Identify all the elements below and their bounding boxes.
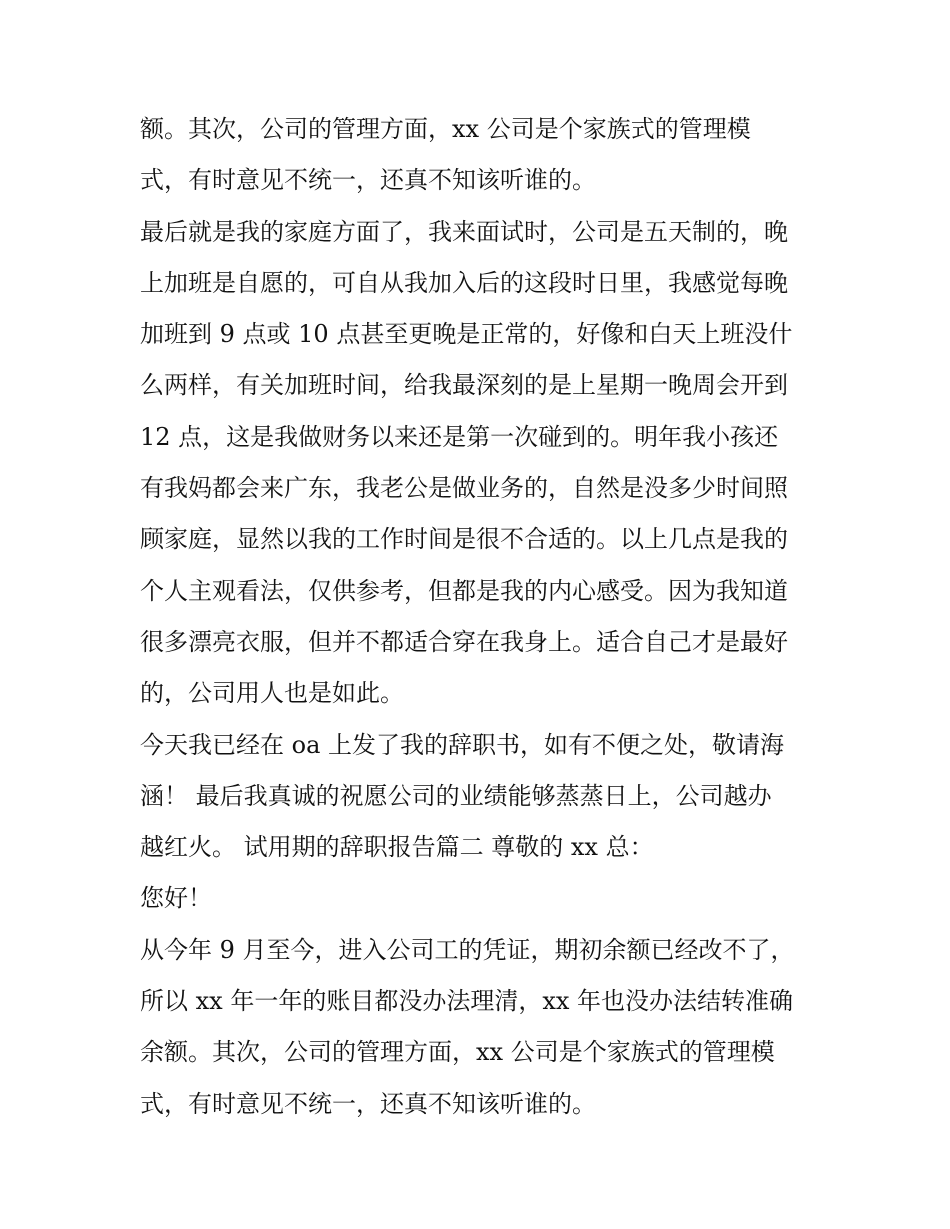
text-line: 式，有时意见不统一，还真不知该听谁的。 — [140, 166, 596, 195]
text-line: 最后就是我的家庭方面了，我来面试时，公司是五天制的，晚 — [140, 217, 788, 246]
text-line: 您好！ — [140, 884, 212, 913]
text-line: 今天我已经在 oa 上发了我的辞职书，如有不便之处，敬请海 — [140, 730, 785, 759]
text-line: 的，公司用人也是如此。 — [140, 679, 404, 708]
text-line: 式，有时意见不统一，还真不知该听谁的。 — [140, 1089, 596, 1118]
text-line: 额。其次，公司的管理方面，xx 公司是个家族式的管理模 — [140, 115, 751, 143]
text-line: 有我妈都会来广东，我老公是做业务的，自然是没多少时间照 — [140, 474, 788, 503]
text-line: 余额。其次，公司的管理方面，xx 公司是个家族式的管理模 — [140, 1038, 775, 1067]
text-line: 涵！ 最后我真诚的祝愿公司的业绩能够蒸蒸日上，公司越办 — [140, 781, 772, 810]
text-line: 12 点，这是我做财务以来还是第一次碰到的。明年我小孩还 — [140, 422, 779, 451]
document-body — [140, 104, 820, 1130]
text-line: 顾家庭，显然以我的工作时间是很不合适的。以上几点是我的 — [140, 525, 788, 554]
text-line: 上加班是自愿的，可自从我加入后的这段时日里，我感觉每晚 — [140, 268, 788, 297]
text-line: 么两样，有关加班时间，给我最深刻的是上星期一晚周会开到 — [140, 371, 788, 400]
text-line: 加班到 9 点或 10 点甚至更晚是正常的，好像和白天上班没什 — [140, 320, 793, 349]
text-line: 从今年 9 月至今，进入公司工的凭证，期初余额已经改不了， — [140, 935, 795, 964]
text-line: 所以 xx 年一年的账目都没办法理清，xx 年也没办法结转准确 — [140, 987, 794, 1016]
text-line: 越红火。 试用期的辞职报告篇二 尊敬的 xx 总： — [140, 833, 654, 862]
text-line: 个人主观看法，仅供参考，但都是我的内心感受。因为我知道 — [140, 576, 788, 605]
text-line: 很多漂亮衣服，但并不都适合穿在我身上。适合自己才是最好 — [140, 627, 788, 656]
